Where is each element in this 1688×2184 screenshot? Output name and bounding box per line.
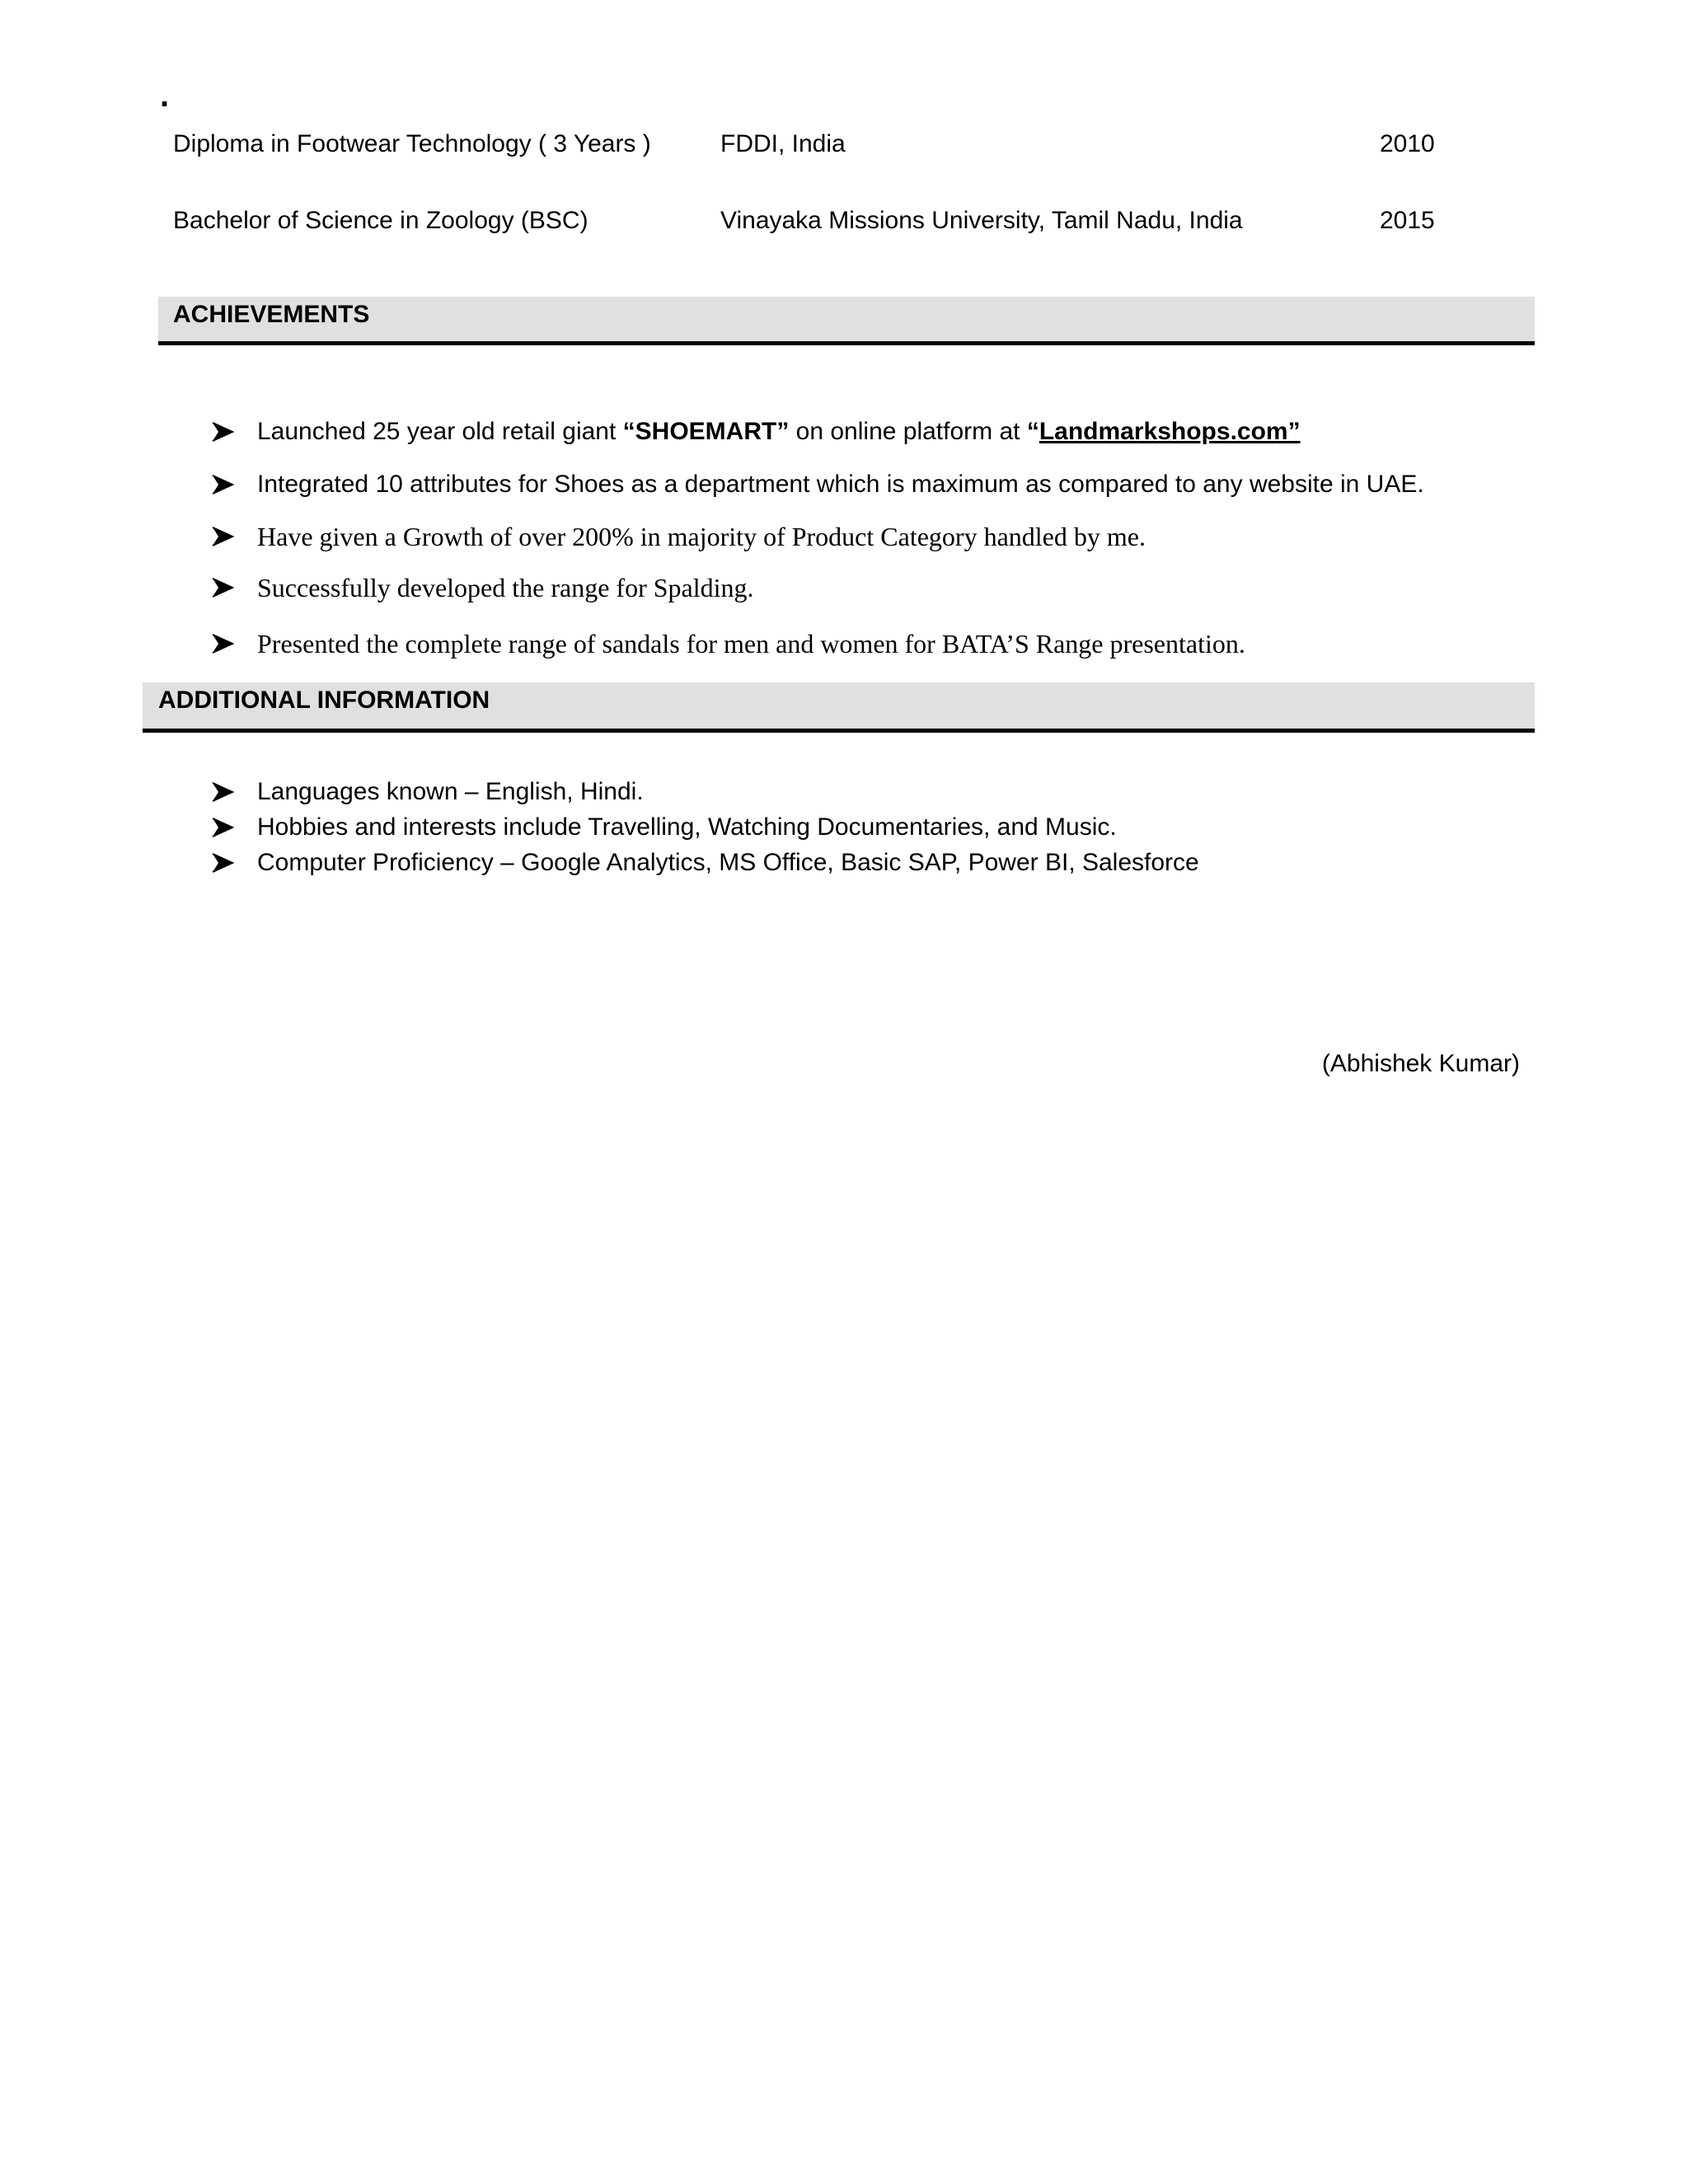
additional-info-title: ADDITIONAL INFORMATION [158, 687, 490, 714]
education-institution: Vinayaka Missions University, Tamil Nadu, India [720, 207, 1243, 234]
achievement-item: Have given a Growth of over 200% in majority of Product Category handled by me. [257, 522, 1146, 551]
arrow-bullet-icon [209, 850, 236, 876]
arrow-bullet-icon [209, 471, 236, 498]
achievement-item: Presented the complete range of sandals for men and women for BATA’S Range presentation. [257, 629, 1245, 658]
education-year: 2010 [1380, 130, 1435, 157]
achievement-item: Integrated 10 attributes for Shoes as a department which is maximum as compared to any website in UAE. [257, 471, 1424, 498]
arrow-bullet-icon [209, 419, 236, 445]
shoemart-brand: “SHOEMART” [622, 418, 790, 445]
education-institution: FDDI, India [720, 130, 846, 157]
additional-info-item: Computer Proficiency – Google Analytics, MS Office, Basic SAP, Power BI, Salesforce [257, 849, 1199, 876]
achievement-text: Launched 25 year old retail giant [257, 418, 623, 445]
arrow-bullet-icon [209, 814, 236, 841]
quote-mark: “ [1026, 418, 1039, 445]
additional-info-item: Languages known – English, Hindi. [257, 778, 644, 805]
education-year: 2015 [1380, 207, 1435, 234]
achievement-item: Successfully developed the range for Spalding. [257, 573, 754, 602]
quote-mark: ” [1287, 418, 1301, 445]
arrow-bullet-icon [209, 574, 236, 601]
education-qualification: Diploma in Footwear Technology ( 3 Years ) [173, 130, 651, 157]
achievements-title: ACHIEVEMENTS [173, 301, 370, 328]
achievement-text: on online platform at [789, 418, 1027, 445]
landmarkshops-link[interactable]: Landmarkshops.com [1039, 418, 1288, 445]
education-qualification: Bachelor of Science in Zoology (BSC) [173, 207, 588, 234]
signature-name: (Abhishek Kumar) [1321, 1050, 1520, 1077]
leading-dot: . [160, 77, 170, 114]
achievement-item [257, 416, 1301, 448]
arrow-bullet-icon [209, 523, 236, 550]
arrow-bullet-icon [209, 630, 236, 657]
additional-info-item: Hobbies and interests include Travelling, Watching Documentaries, and Music. [257, 813, 1117, 841]
arrow-bullet-icon [209, 779, 236, 805]
